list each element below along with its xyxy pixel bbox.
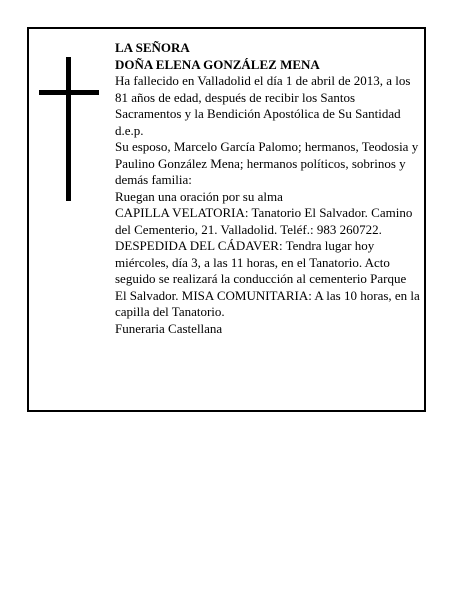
- family-list: Su esposo, Marcelo García Palomo; hermanos, Teodosia y Paulino González Mena; hermanos políticos, sobrinos y demás familia:: [115, 139, 419, 187]
- cross-vertical-bar: [66, 57, 71, 201]
- obituary-notice: [27, 27, 426, 412]
- death-announcement: Ha fallecido en Valladolid el día 1 de abril de 2013, a los 81 años de edad, después de recibir los Santos Sacramentos y la Bendición Apostólica de Su Santidad d.e.p.: [115, 73, 411, 138]
- notice-title-line1: LA SEÑORA: [115, 40, 190, 55]
- prayer-request: Ruegan una oración por su alma: [115, 188, 283, 204]
- funeral-info: DESPEDIDA DEL CÁDAVER: Tendra lugar hoy miércoles, día 3, a las 11 horas, en el Tanatorio. Acto seguido se realizará la conducción al cementerio Parque El Salvador. MISA COMUNITARIA: A las 10 horas, en la capilla del Tanatorio.: [115, 238, 420, 319]
- notice-text: [115, 40, 421, 337]
- deceased-name: DOÑA ELENA GONZÁLEZ MENA: [115, 56, 320, 72]
- latin-cross-icon: [39, 57, 99, 201]
- cross-horizontal-bar: [39, 90, 99, 95]
- chapel-info: CAPILLA VELATORIA: Tanatorio El Salvador. Camino del Cementerio, 21. Valladolid. Teléf.: 983 260722.: [115, 205, 413, 237]
- funeral-home: Funeraria Castellana: [115, 320, 223, 336]
